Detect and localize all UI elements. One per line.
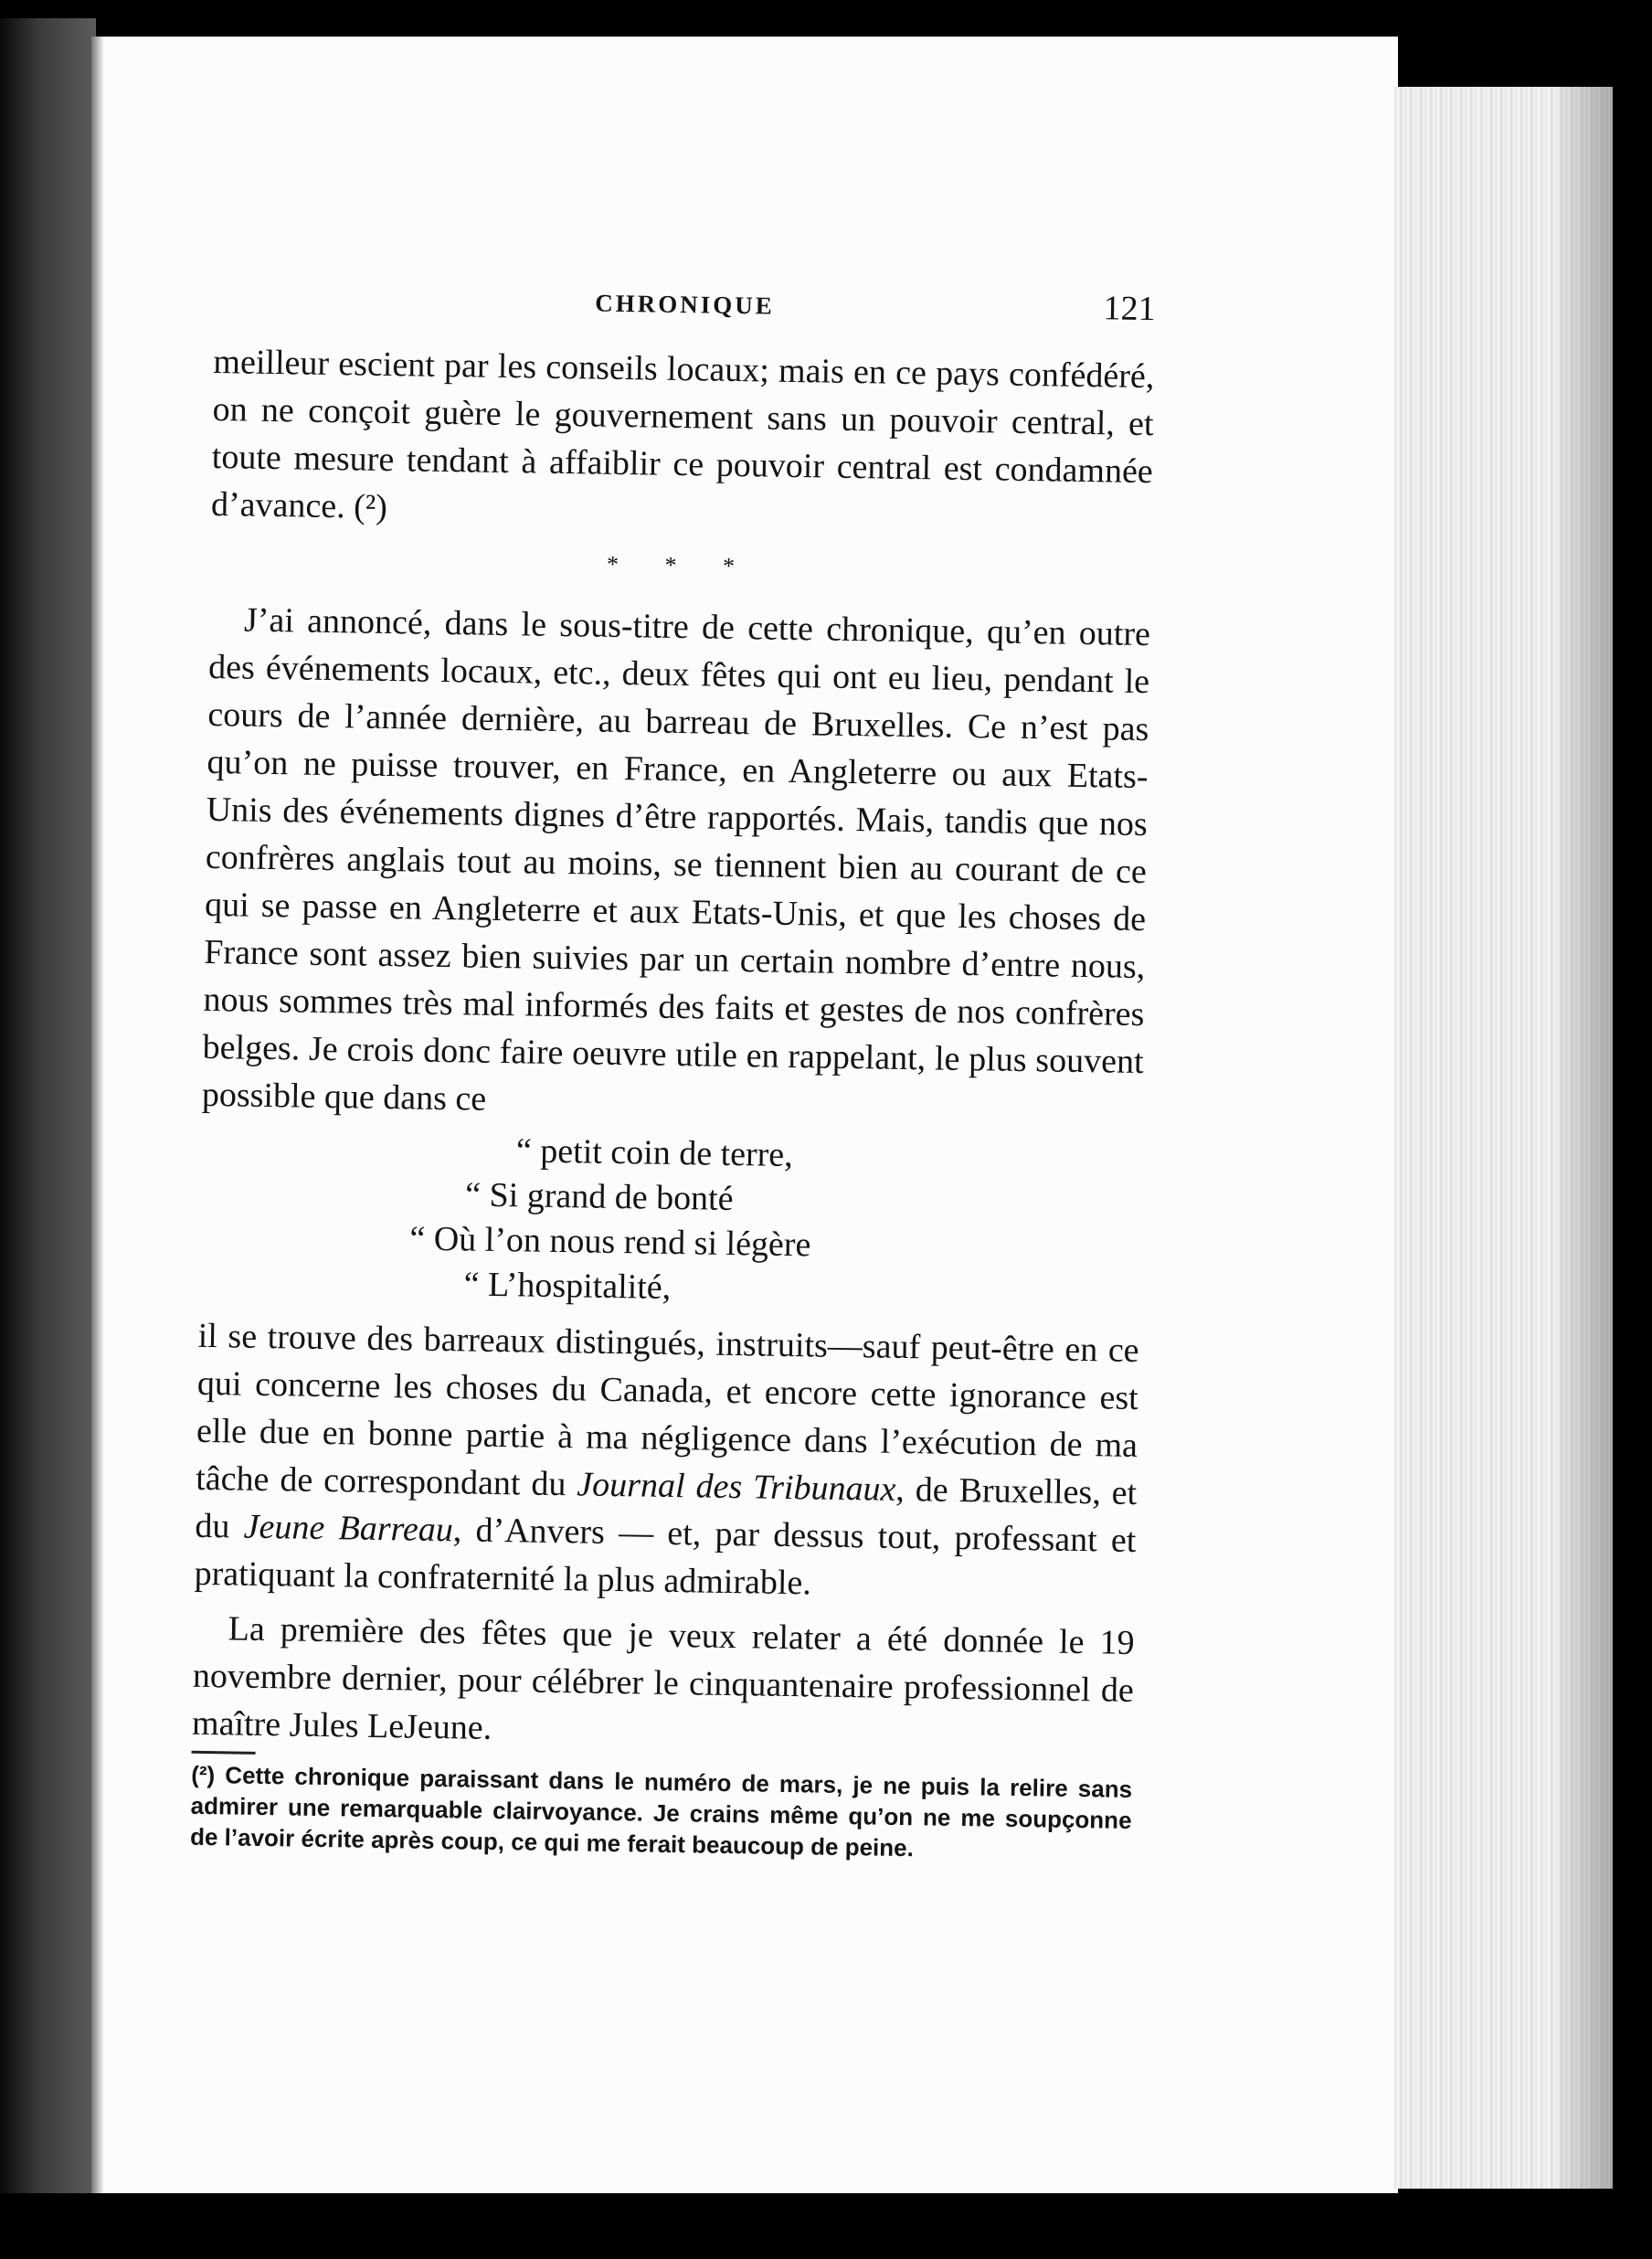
verse-line: “ Si grand de bonté bbox=[464, 1175, 734, 1219]
journal-title: Jeune Barreau bbox=[243, 1507, 454, 1550]
paragraph-intro: J’ai annoncé, dans le sous-titre de cette chronique, qu’en outre des événements locaux, etc., deux fêtes qui ont eu lieu, pendant le cours de l’année dernière, au barreau de Bruxelles. Ce n’est pas qu’on ne puisse trouver, en France, en Angleterre ou aux Etats-Unis des événements dignes d’être rapportés. Mais, tandis que nos confrères anglais tout au moins, se tiennent bien au courant de ce qui se passe en Angleterre et aux Etats-Unis, et que les choses de France sont assez bien suivies par un certain nombre d’entre nous, nous sommes très mal informés des faits et gestes de nos confrères belges. Je crois donc faire oeuvre utile en rappelant, le plus souvent possible que dans ce bbox=[201, 600, 1151, 1119]
verse-quote bbox=[198, 1124, 1142, 1318]
section-separator: * * * bbox=[606, 550, 756, 580]
footnote-rule bbox=[192, 1751, 256, 1755]
page-content bbox=[190, 274, 1156, 1867]
paragraph-first-fete: La première des fêtes que je veux relater a été donnée le 19 novembre dernier, pour célébrer le cinquantenaire professionnel de maître Jules LeJeune. bbox=[191, 1609, 1135, 1747]
paragraph-barreaux bbox=[194, 1312, 1139, 1612]
paragraph-continued: meilleur escient par les conseils locaux; mais en ce pays confédéré, on ne conçoit guère le gouvernement sans un pouvoir central, et toute mesure tendant à affaiblir ce pouvoir central est condamnée d’avance. (²) bbox=[210, 342, 1155, 526]
verse-line: “ L’hospitalité, bbox=[463, 1265, 672, 1307]
verse-line: “ petit coin de terre, bbox=[515, 1131, 794, 1175]
verse-line: “ Où l’on nous rend si légère bbox=[409, 1219, 811, 1265]
page-stack-shadow bbox=[1558, 87, 1613, 2189]
gutter-shadow bbox=[91, 37, 104, 2193]
paragraph-text: , de Bruxelles, et du bbox=[195, 1469, 1138, 1546]
book-left-edge bbox=[0, 18, 96, 2193]
journal-title: Journal des Tribunaux bbox=[577, 1465, 896, 1509]
paragraph-text: , d’Anvers — et, par dessus tout, professant et pratiquant la confraternité la plus admirable. bbox=[194, 1511, 1137, 1603]
running-head: CHRONIQUE bbox=[595, 289, 776, 320]
footnote: (²) Cette chronique paraissant dans le numéro de mars, je ne puis la relire sans admirer une remarquable clairvoyance. Je crains même qu’on ne me soupçonne de l’avoir écrite après coup, ce qui me ferait beaucoup de peine. bbox=[189, 1760, 1133, 1862]
page-number: 121 bbox=[1103, 289, 1156, 329]
paragraph-text: il se trouve des barreaux distingués, instruits—sauf peut-être en ce qui concerne les choses du Canada, et encore cette ignorance est elle due en bonne partie à ma négligence dans l’exécution de ma tâche de correspondant du bbox=[195, 1316, 1139, 1504]
